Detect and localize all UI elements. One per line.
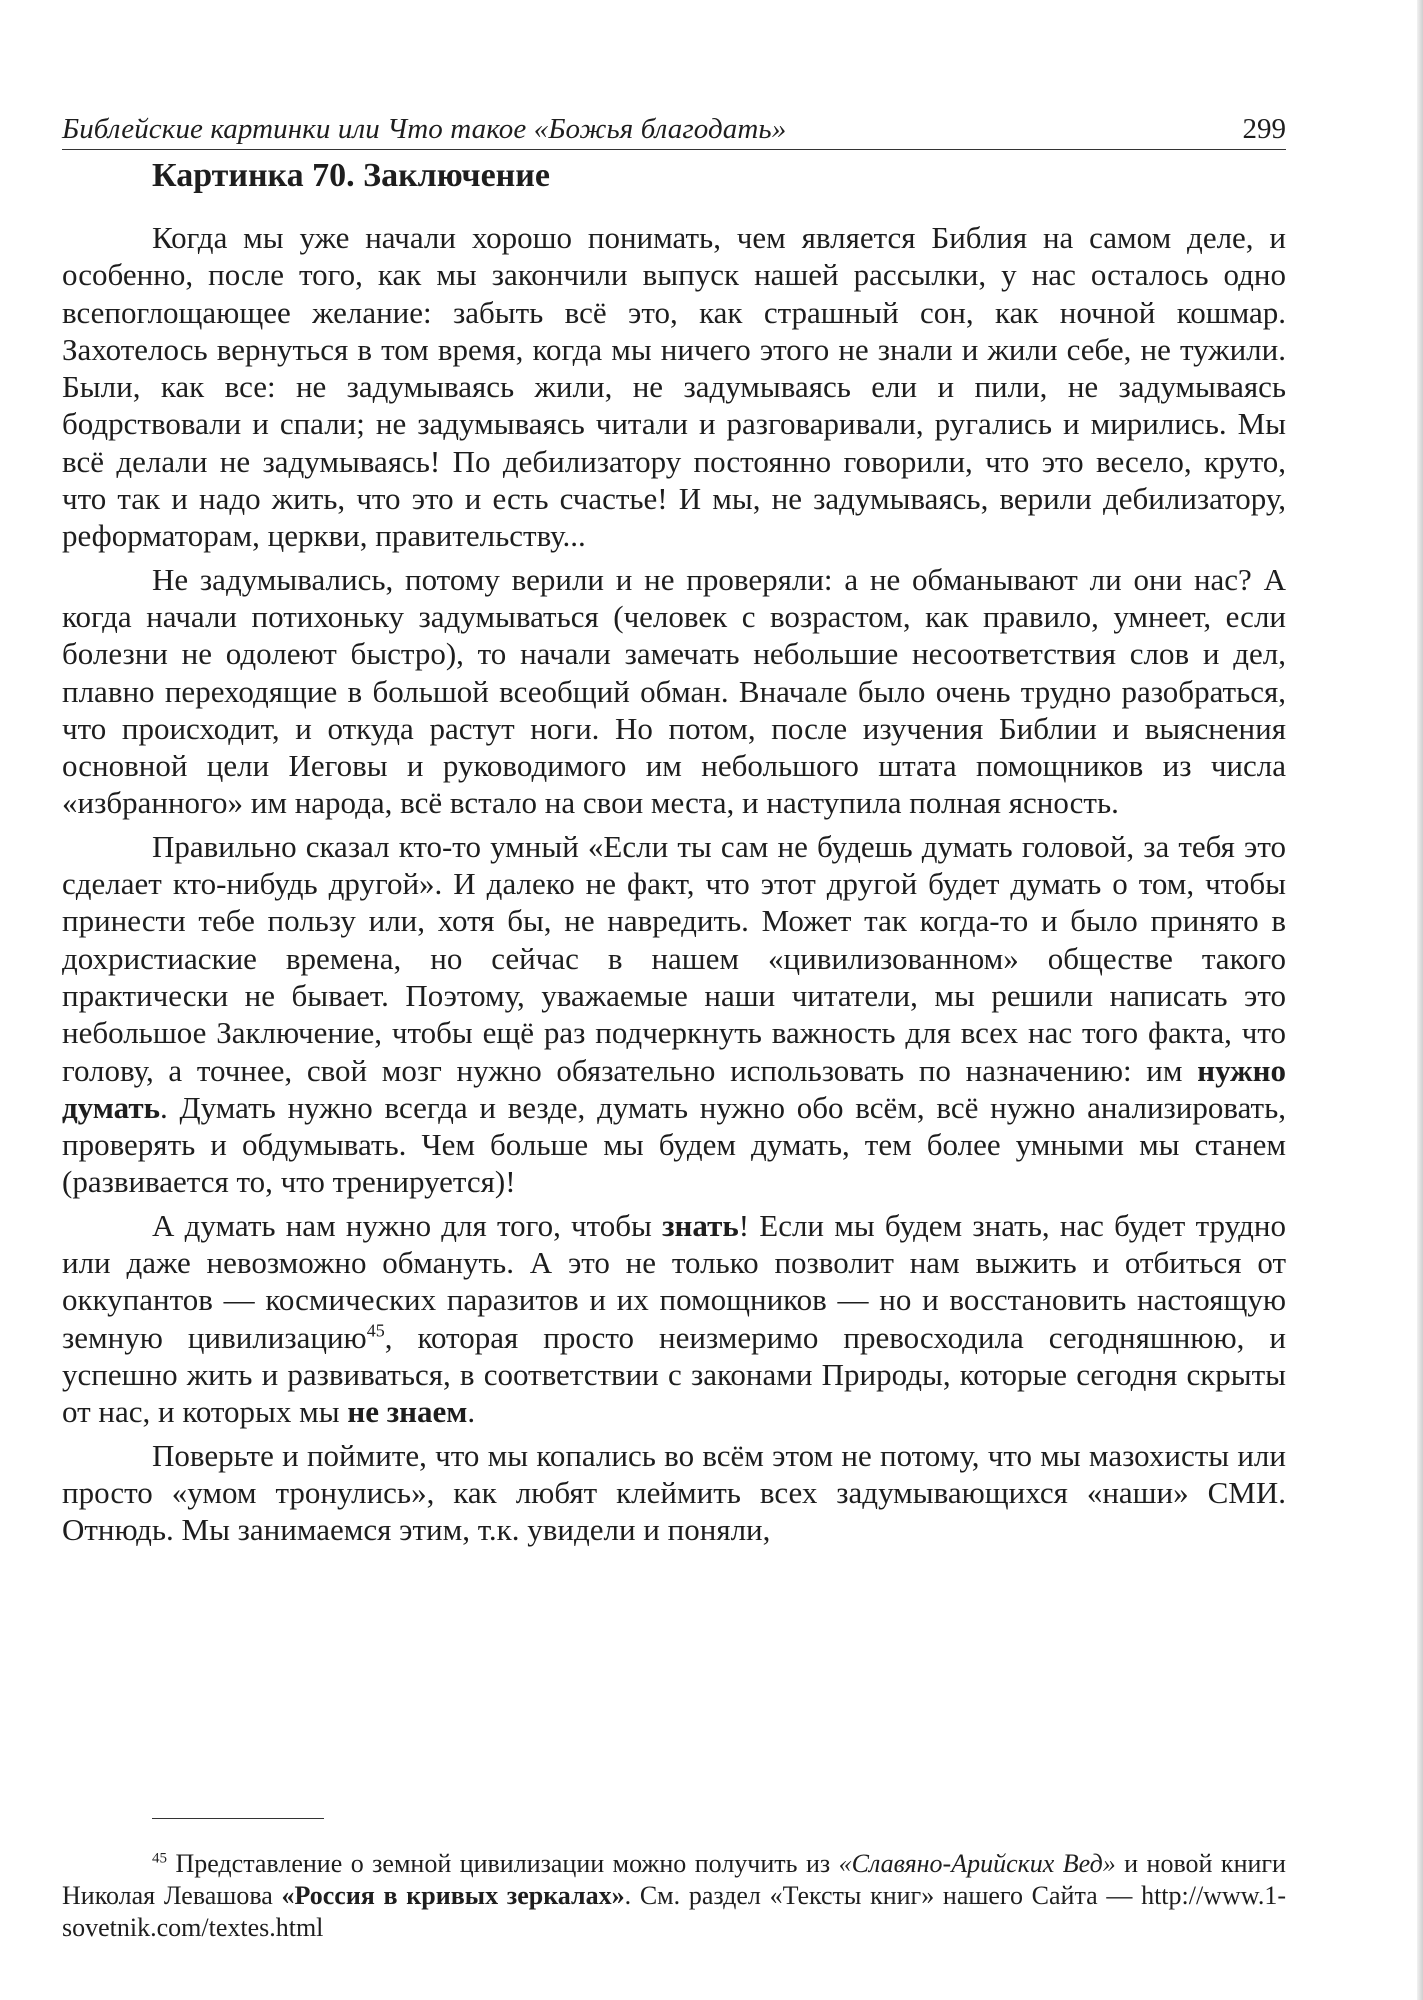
section-heading: Картинка 70. Заключение [152,157,550,194]
bold-text: не знаем [347,1394,468,1430]
paragraph [62,1207,1286,1431]
footnote-ref: 45 [152,1850,167,1867]
paragraph [62,1437,1286,1549]
text-run: ! Если мы будем знать, нас будет трудно или даже невозможно обмануть. А это не только позволит нам выжить и отбиться от оккупантов — космических паразитов и их помощников — но и восстановить настоящую земную цивилизацию [62,1207,1286,1355]
footnote-separator [152,1818,324,1819]
text-run: . [467,1394,476,1430]
page-number: 299 [1242,113,1286,145]
footnote [62,1848,1286,1944]
text-run: Правильно сказал кто-то умный «Если ты сам не будешь думать головой, за тебя это сделает кто-нибудь другой». И далеко не факт, что этот другой будет думать о том, чтобы принести тебе пользу или, хотя бы, не навредить. Может так когда-то и было принято в дохристиаские времена, но сейчас в нашем «цивилизованном» обществе такого практически не бывает. Поэтому, уважаемые наши читатели, мы решили написать это небольшое Заключение, чтобы ещё раз подчеркнуть важность для всех нас того факта, что голову, а точнее, свой мозг нужно обязательно использовать по назначению: им [62,828,1286,1088]
footnote-ref: 45 [366,1320,385,1341]
paragraph [62,561,1286,822]
text-run: Поверьте и поймите, что мы копались во всём этом не потому, что мы мазохисты или просто «умом тронулись», как любят клеймить всех задумывающихся «наши» СМИ. Отнюдь. Мы занимаемся этим, т.к. увидели и поняли, [62,1437,1286,1548]
text-run: А думать нам нужно для того, чтобы [152,1207,663,1243]
page-edge-shadow [1417,0,1423,2000]
text-run: Когда мы уже начали хорошо понимать, чем является Библия на самом деле, и особенно, после того, как мы закончили выпуск нашей рассылки, у нас осталось одно всепоглощающее желание: забыть всё это, как страшный сон, как ночной кошмар. Захотелось вернуться в том время, когда мы ничего этого не знали и жили себе, не тужили. Были, как все: не задумываясь жили, не задумываясь ели и пили, не задумываясь бодрствовали и спали; не задумываясь читали и разговаривали, ругались и мирились. Мы всё делали не задумываясь! По дебилизатору постоянно говорили, что это весело, круто, что так и надо жить, что это и есть счастье! И мы, не задумываясь, верили дебилизатору, реформаторам, церкви, правительству... [62,220,1286,554]
text-run: . См. раздел «Тексты книг» нашего Сайта — http://www.1-sovetnik.com/textes.html [62,1881,1286,1942]
bold-text: «Россия в кривых зеркалах» [281,1881,625,1910]
italic-text: «Славяно-Арийских Вед» [838,1849,1116,1878]
text-run: Представление о земной цивилизации можно получить из [167,1849,839,1878]
text-run: , которая просто неизмеримо превосходила сегодняшнюю, и успешно жить и развиваться, в соответствии с законами Природы, которые сегодня скрыты от нас, и которых мы [62,1319,1286,1430]
body-text [62,219,1286,1554]
text-run: и новой книги Николая Левашова [62,1849,1286,1910]
bold-text: знать [662,1207,739,1243]
text-run: . Думать нужно всегда и везде, думать нужно обо всём, всё нужно анализировать, проверять и обдумывать. Чем больше мы будем думать, тем более умными мы станем (развивается то, что тренируется)! [62,1089,1286,1200]
bold-text: нужно думать [62,1052,1286,1125]
running-header [62,105,1286,150]
paragraph [62,219,1286,555]
paragraph [62,828,1286,1201]
running-title: Библейские картинки или Что такое «Божья благодать» [62,113,787,145]
text-run: Не задумывались, потому верили и не проверяли: а не обманывают ли они нас? А когда начали потихоньку задумываться (человек с возрастом, как правило, умнеет, если болезни не одолеют быстро), то начали замечать небольшие несоответствия слов и дел, плавно переходящие в большой всеобщий обман. Вначале было очень трудно разобраться, что происходит, и откуда растут ноги. Но потом, после изучения Библии и выяснения основной цели Иеговы и руководимого им небольшого штата помощников из числа «избранного» им народа, всё встало на свои места, и наступила полная ясность. [62,561,1286,821]
